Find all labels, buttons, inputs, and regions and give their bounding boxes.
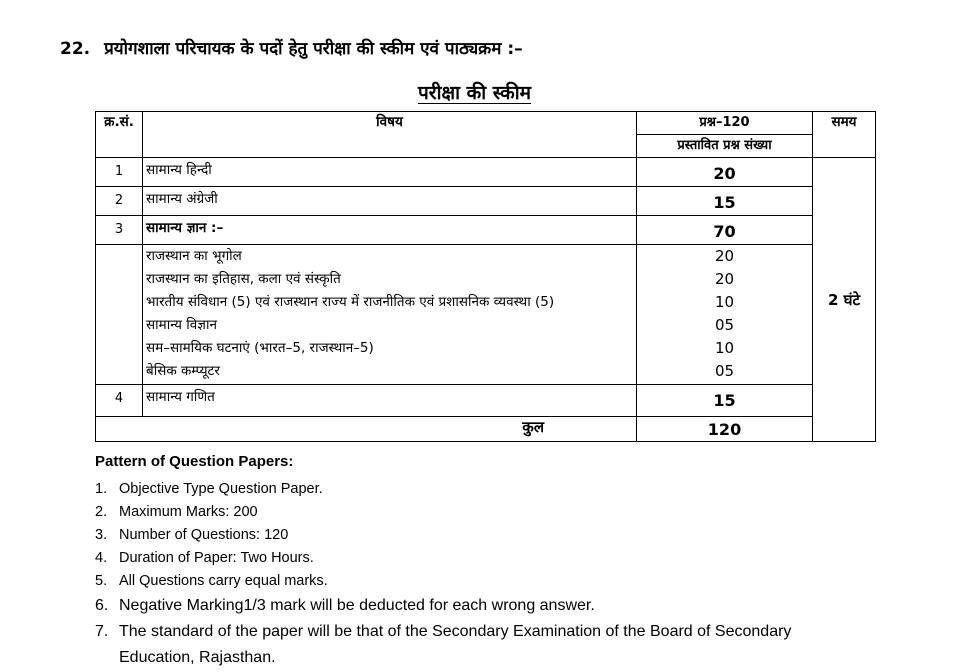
- item-text-continuation: Education, Rajasthan.: [119, 649, 276, 666]
- item-number: 7.: [95, 623, 109, 640]
- row-sn: 3: [96, 216, 143, 245]
- pattern-item: [95, 478, 895, 501]
- exam-scheme-table: [95, 111, 876, 442]
- pattern-title: Pattern of Question Papers:: [95, 453, 294, 470]
- header-time: समय: [813, 112, 876, 158]
- item-number: 5.: [95, 573, 108, 589]
- header-subject: विषय: [143, 112, 637, 158]
- total-value: 120: [637, 417, 813, 442]
- gk-subitem: बेसिक कम्प्यूटर: [146, 363, 220, 379]
- pattern-item: [95, 619, 895, 671]
- header-proposed: प्रस्तावित प्रश्न संख्या: [637, 135, 813, 158]
- gk-value: 05: [714, 316, 735, 334]
- pattern-item: [95, 524, 895, 547]
- row-subject: सामान्य ज्ञान :–: [143, 216, 637, 245]
- pattern-item: [95, 593, 895, 619]
- gk-subitem: सामान्य विज्ञान: [146, 317, 217, 333]
- section-number: 22.: [60, 39, 91, 59]
- item-text: Number of Questions: 120: [119, 527, 289, 543]
- gk-subitem: राजस्थान का भूगोल: [146, 248, 242, 264]
- gk-value: 10: [714, 339, 735, 357]
- time-cell: 2 घंटे: [813, 158, 876, 442]
- row-subject: सामान्य हिन्दी: [143, 158, 637, 187]
- gk-value: 20: [714, 247, 735, 265]
- section-title: प्रयोगशाला परिचायक के पदों हेतु परीक्षा की स्कीम एवं पाठ्यक्रम :–: [104, 39, 523, 59]
- item-text: Duration of Paper: Two Hours.: [119, 550, 314, 566]
- header-sn: क्र.सं.: [96, 112, 143, 158]
- item-number: 6.: [95, 597, 109, 614]
- row-subject: सामान्य गणित: [143, 385, 637, 417]
- scheme-subtitle: परीक्षा की स्कीम: [418, 82, 532, 104]
- row-value: 70: [637, 216, 813, 245]
- pattern-item: [95, 547, 895, 570]
- row-value: 15: [637, 385, 813, 417]
- pattern-item: [95, 570, 895, 593]
- item-number: 4.: [95, 550, 108, 566]
- total-label: कुल: [96, 417, 637, 442]
- gk-subitems-list: [143, 245, 637, 385]
- item-number: 3.: [95, 527, 108, 543]
- row-sn: 2: [96, 187, 143, 216]
- pattern-item: [95, 501, 895, 524]
- item-number: 1.: [95, 481, 108, 497]
- item-text: Objective Type Question Paper.: [119, 481, 323, 497]
- row-subject: सामान्य अंग्रेजी: [143, 187, 637, 216]
- gk-subitem: सम–सामयिक घटनाएं (भारत–5, राजस्थान–5): [146, 340, 374, 356]
- row-sn: 1: [96, 158, 143, 187]
- item-text: Maximum Marks: 200: [119, 504, 258, 520]
- item-text: Negative Marking1/3 mark will be deducted for each wrong answer.: [119, 597, 595, 614]
- gk-subitem: भारतीय संविधान (5) एवं राजस्थान राज्य में राजनीतिक एवं प्रशासनिक व्यवस्था (5): [146, 294, 555, 310]
- row-sn: 4: [96, 385, 143, 417]
- row-value: 15: [637, 187, 813, 216]
- gk-sn-blank: [96, 245, 143, 385]
- item-number: 2.: [95, 504, 108, 520]
- gk-value: 10: [714, 293, 735, 311]
- gk-values-list: [637, 245, 813, 385]
- section-heading: [60, 36, 523, 59]
- gk-value: 05: [714, 362, 735, 380]
- row-value: 20: [637, 158, 813, 187]
- item-text: All Questions carry equal marks.: [119, 573, 328, 589]
- gk-subitem: राजस्थान का इतिहास, कला एवं संस्कृति: [146, 271, 341, 287]
- pattern-list: [95, 478, 895, 671]
- gk-value: 20: [714, 270, 735, 288]
- header-questions: प्रश्न–120: [637, 112, 813, 135]
- item-text: The standard of the paper will be that of the Secondary Examination of the Board of Secondary: [119, 623, 792, 640]
